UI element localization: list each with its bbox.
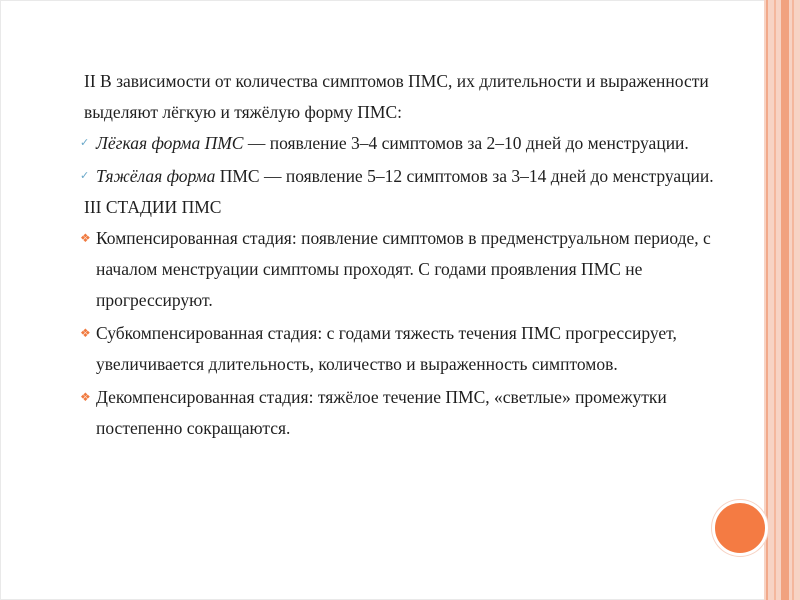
checkmark-bullet-icon: ✓ [80,137,90,149]
form-item-mild [82,128,742,159]
form-item-severe [82,161,742,192]
diamond-bullet-icon: ❖ [80,326,91,340]
decorative-stripe [792,0,794,600]
stage-item [82,318,742,380]
form-term: Лёгкая форма ПМС [96,133,244,153]
slide-body [82,66,742,444]
form-term: Тяжёлая форма [96,166,216,186]
diamond-bullet-icon: ❖ [80,390,91,404]
form-description: — появление 3–4 симптомов за 2–10 дней до менструации. [243,133,689,153]
stage-item [82,382,742,444]
stage-item [82,223,742,316]
decorative-stripe [774,0,776,600]
intro-paragraph: II В зависимости от количества симптомов ПМС, их длительности и выраженности выделяют лёгкую и тяжёлую форму ПМС: [84,71,709,122]
stage-text: Декомпенсированная стадия: тяжёлое течение ПМС, «светлые» промежутки постепенно сокращаются. [96,387,667,438]
stages-heading: III СТАДИИ ПМС [84,197,222,217]
stage-text: Субкомпенсированная стадия: с годами тяжесть течения ПМС прогрессирует, увеличивается длительность, количество и выраженность симптомов. [96,323,677,374]
decorative-stripe [766,0,768,600]
form-description: ПМС — появление 5–12 симптомов за 3–14 дней до менструации. [215,166,714,186]
diamond-bullet-icon: ❖ [80,231,91,245]
decorative-stripe [781,0,789,600]
checkmark-bullet-icon: ✓ [80,170,90,182]
decorative-orange-circle [712,500,768,556]
stage-text: Компенсированная стадия: появление симптомов в предменструальном периоде, с началом менструации симптомы проходят. С годами проявления ПМС не прогрессируют. [96,228,711,310]
